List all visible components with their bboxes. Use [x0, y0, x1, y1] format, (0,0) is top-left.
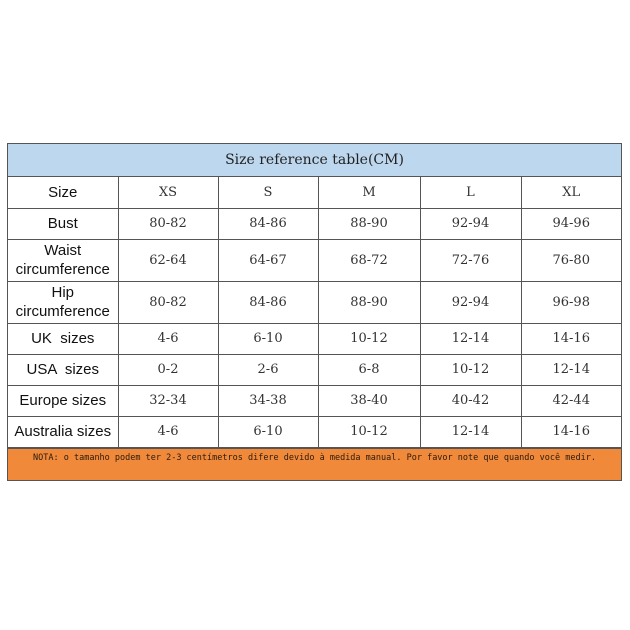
table-cell: 84-86 — [218, 281, 318, 323]
table-row — [8, 239, 621, 281]
row-label: UK sizes — [8, 323, 118, 354]
size-table — [8, 177, 621, 448]
table-cell: 0-2 — [118, 354, 218, 385]
table-row — [8, 385, 621, 416]
table-cell: 40-42 — [420, 385, 521, 416]
header-row — [8, 177, 621, 208]
table-cell: 4-6 — [118, 416, 218, 447]
table-cell: 68-72 — [318, 239, 420, 281]
table-row — [8, 208, 621, 239]
table-cell: 4-6 — [118, 323, 218, 354]
row-label: Australia sizes — [8, 416, 118, 447]
table-cell: 94-96 — [521, 208, 621, 239]
size-chart — [7, 143, 622, 481]
row-label: Hip circumference — [8, 281, 118, 323]
table-cell: 92-94 — [420, 281, 521, 323]
header-cell: XS — [118, 177, 218, 208]
table-cell: 14-16 — [521, 416, 621, 447]
row-label: USA sizes — [8, 354, 118, 385]
header-cell: Size — [8, 177, 118, 208]
table-row — [8, 354, 621, 385]
table-row — [8, 323, 621, 354]
table-cell: 62-64 — [118, 239, 218, 281]
table-cell: 76-80 — [521, 239, 621, 281]
table-cell: 12-14 — [521, 354, 621, 385]
table-cell: 32-34 — [118, 385, 218, 416]
table-cell: 12-14 — [420, 323, 521, 354]
table-cell: 88-90 — [318, 208, 420, 239]
header-cell: L — [420, 177, 521, 208]
table-cell: 72-76 — [420, 239, 521, 281]
header-cell: XL — [521, 177, 621, 208]
table-cell: 42-44 — [521, 385, 621, 416]
table-cell: 14-16 — [521, 323, 621, 354]
table-cell: 6-10 — [218, 323, 318, 354]
table-cell: 6-10 — [218, 416, 318, 447]
table-cell: 84-86 — [218, 208, 318, 239]
table-cell: 92-94 — [420, 208, 521, 239]
table-cell: 38-40 — [318, 385, 420, 416]
table-title: Size reference table(CM) — [8, 144, 621, 177]
table-cell: 6-8 — [318, 354, 420, 385]
table-cell: 2-6 — [218, 354, 318, 385]
row-label: Europe sizes — [8, 385, 118, 416]
table-cell: 10-12 — [318, 323, 420, 354]
table-row — [8, 416, 621, 447]
table-cell: 64-67 — [218, 239, 318, 281]
table-row — [8, 281, 621, 323]
header-cell: S — [218, 177, 318, 208]
table-cell: 96-98 — [521, 281, 621, 323]
table-cell: 12-14 — [420, 416, 521, 447]
table-cell: 10-12 — [420, 354, 521, 385]
table-cell: 34-38 — [218, 385, 318, 416]
row-label: Waist circumference — [8, 239, 118, 281]
table-cell: 80-82 — [118, 281, 218, 323]
row-label: Bust — [8, 208, 118, 239]
measurement-note: NOTA: o tamanho podem ter 2-3 centímetros difere devido à medida manual. Por favor note que quando você medir. — [8, 448, 621, 480]
table-cell: 88-90 — [318, 281, 420, 323]
table-cell: 10-12 — [318, 416, 420, 447]
table-cell: 80-82 — [118, 208, 218, 239]
header-cell: M — [318, 177, 420, 208]
